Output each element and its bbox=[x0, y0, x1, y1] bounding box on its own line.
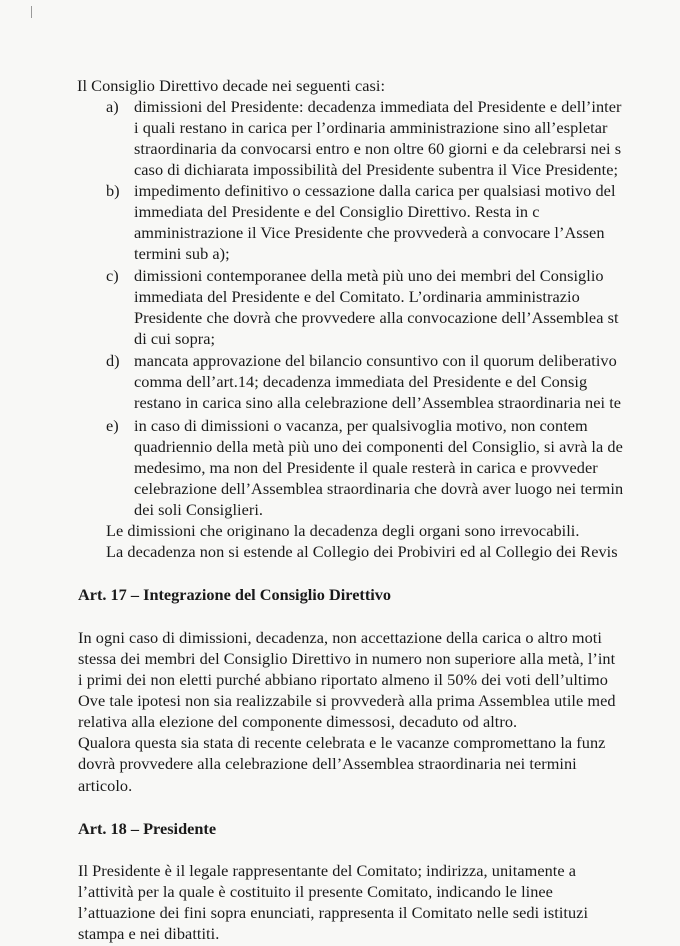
item-line: Presidente che dovrà che provvedere alla convocazione dell’Assemblea st bbox=[134, 308, 619, 327]
item-marker: a) bbox=[106, 97, 119, 116]
item-marker: b) bbox=[106, 181, 120, 200]
article-heading: Art. 18 – Presidente bbox=[78, 819, 217, 838]
paragraph-line: In ogni caso di dimissioni, decadenza, non accettazione della carica o altro moti bbox=[78, 628, 602, 647]
item-line: medesimo, ma non del Presidente il quale resterà in carica e provveder bbox=[134, 458, 598, 477]
paragraph-line: Ove tale ipotesi non sia realizzabile si provvederà alla prima Assemblea utile med bbox=[78, 691, 616, 710]
paragraph-line: l’attuazione dei fini sopra enunciati, rappresenta il Comitato nelle sedi istituzi bbox=[78, 903, 589, 922]
paragraph-line: Qualora questa sia stata di recente celebrata e le vacanze compromettano la funz bbox=[78, 733, 606, 752]
closing-line: La decadenza non si estende al Collegio dei Probiviri ed al Collegio dei Revis bbox=[106, 542, 618, 561]
item-marker: c) bbox=[106, 266, 119, 285]
paragraph-line: Il Presidente è il legale rappresentante del Comitato; indirizza, unitamente a bbox=[78, 861, 577, 880]
paragraph-line: relativa alla elezione del componente dimessosi, decaduto od altro. bbox=[78, 712, 518, 731]
item-line: restano in carica sino alla celebrazione dell’Assemblea straordinaria nei te bbox=[134, 393, 622, 412]
item-line: dei soli Consiglieri. bbox=[134, 500, 264, 519]
paragraph-line: stampa e nei dibattiti. bbox=[78, 924, 220, 943]
scan-mark bbox=[31, 6, 32, 18]
item-line: celebrazione dell’Assemblea straordinaria che dovrà aver luogo nei termin bbox=[134, 479, 624, 498]
item-line: mancata approvazione del bilancio consuntivo con il quorum deliberativo bbox=[134, 351, 617, 370]
paragraph-line: l’attività per la quale è costituito il presente Comitato, indicando le linee bbox=[78, 882, 553, 901]
item-line: immediata del Presidente e del Consiglio Direttivo. Resta in c bbox=[134, 202, 540, 221]
item-line: quadriennio della metà più uno dei componenti del Consiglio, si avrà la de bbox=[134, 437, 623, 456]
item-line: di cui sopra; bbox=[134, 329, 216, 348]
closing-line: Le dimissioni che originano la decadenza degli organi sono irrevocabili. bbox=[106, 521, 580, 540]
item-line: caso di dichiarata impossibilità del Presidente subentra il Vice Presidente; bbox=[134, 160, 619, 179]
item-line: amministrazione il Vice Presidente che provvederà a convocare l’Assen bbox=[134, 223, 605, 242]
intro-line: Il Consiglio Direttivo decade nei seguenti casi: bbox=[77, 76, 386, 95]
paragraph-line: i primi dei non eletti purché abbiano riportato almeno il 50% dei voti dell’ultimo bbox=[78, 670, 608, 689]
item-line: comma dell’art.14; decadenza immediata del Presidente e del Consig bbox=[134, 372, 588, 391]
item-marker: e) bbox=[106, 416, 119, 435]
item-line: dimissioni contemporanee della metà più uno dei membri del Consiglio bbox=[134, 266, 604, 285]
paragraph-line: stessa dei membri del Consiglio Direttivo in numero non superiore alla metà, l’int bbox=[78, 649, 616, 668]
item-line: in caso di dimissioni o vacanza, per qualsivoglia motivo, non contem bbox=[134, 416, 588, 435]
item-line: immediata del Presidente e del Comitato. L’ordinaria amministrazio bbox=[134, 287, 580, 306]
item-line: impedimento definitivo o cessazione dalla carica per qualsiasi motivo del bbox=[134, 181, 616, 200]
item-line: straordinaria da convocarsi entro e non oltre 60 giorni e da celebrarsi nei s bbox=[134, 139, 622, 158]
paragraph-line: dovrà provvedere alla celebrazione dell’Assemblea straordinaria nei termini bbox=[78, 754, 577, 773]
paragraph-line: articolo. bbox=[78, 776, 133, 795]
item-line: termini sub a); bbox=[134, 244, 230, 263]
item-line: dimissioni del Presidente: decadenza immediata del Presidente e dell’inter bbox=[134, 97, 622, 116]
item-line: i quali restano in carica per l’ordinaria amministrazione sino all’espletar bbox=[134, 118, 608, 137]
article-heading: Art. 17 – Integrazione del Consiglio Direttivo bbox=[78, 585, 392, 604]
item-marker: d) bbox=[106, 351, 120, 370]
